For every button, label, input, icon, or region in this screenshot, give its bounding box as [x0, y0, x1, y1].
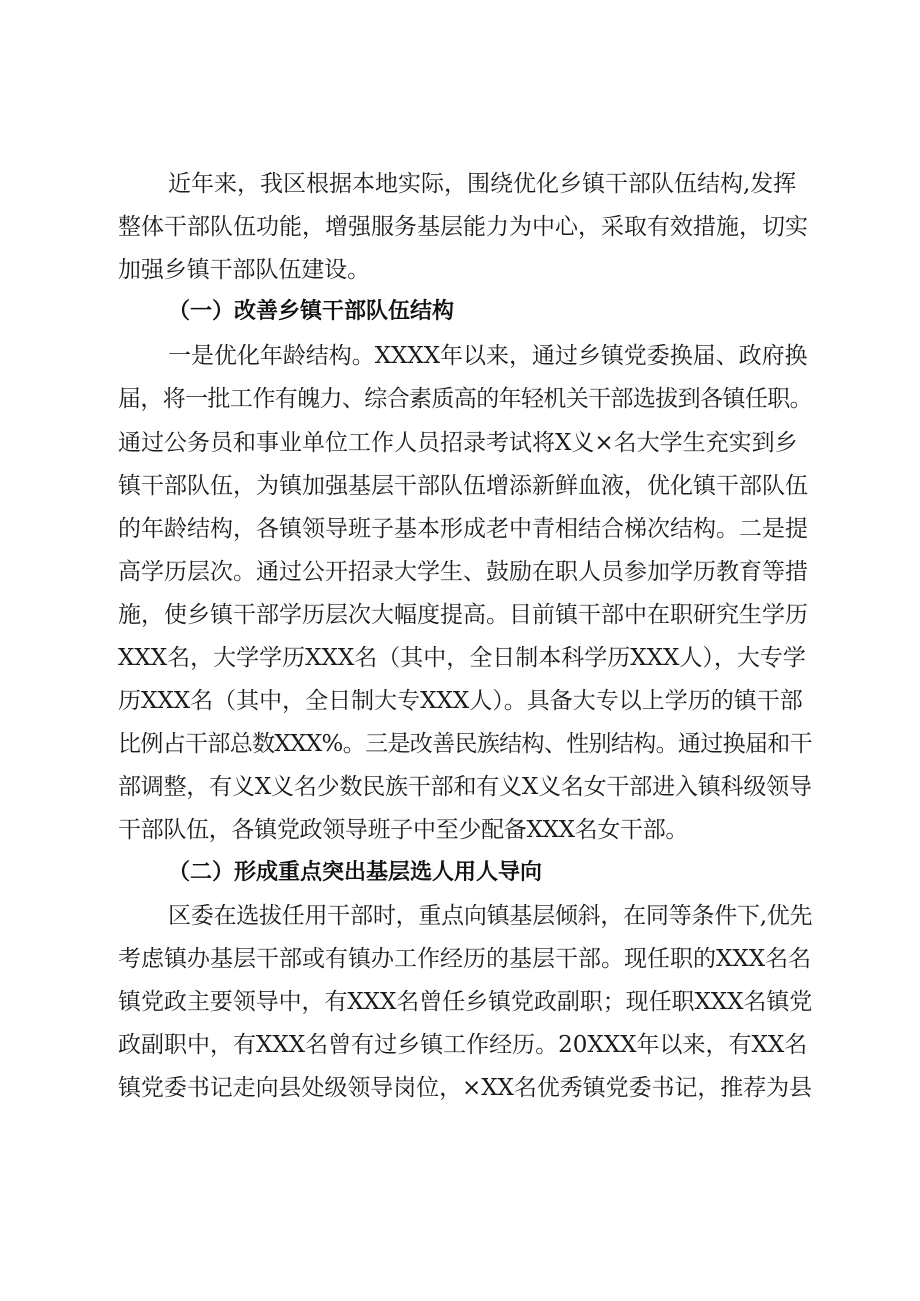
paragraph-line: 施，使乡镇干部学历层次大幅度提高。目前镇干部中在职研究生学历: [118, 602, 808, 628]
paragraph-line: 整体干部队伍功能，增强服务基层能力为中心，采取有效措施，切实: [118, 214, 808, 240]
paragraph-line: 比例占干部总数XXX%。三是改善民族结构、性别结构。通过换届和干: [118, 731, 812, 757]
paragraph-line: XXX名，大学学历XXX名（其中，全日制本科学历XXX人），大专学: [118, 645, 806, 671]
paragraph-line: 届，将一批工作有魄力、综合素质高的年轻机关干部选拔到各镇任职。: [118, 386, 812, 412]
paragraph-line: 高学历层次。通过公开招录大学生、鼓励在职人员参加学历教育等措: [118, 559, 808, 585]
paragraph-line: 镇党委书记走向县处级领导岗位，×XX名优秀镇党委书记，推荐为县: [118, 1075, 812, 1101]
paragraph-line: 镇干部队伍，为镇加强基层干部队伍增添新鲜血液，优化镇干部队伍: [118, 473, 808, 499]
paragraph-line: 部调整，有义X义名少数民族干部和有义X义名女干部进入镇科级领导: [118, 774, 812, 800]
paragraph-line: 镇党政主要领导中，有XXX名曾任乡镇党政副职；现任职XXX名镇党: [118, 989, 812, 1015]
paragraph-line: 政副职中，有XXX名曾有过乡镇工作经历。20XXX年以来，有XX名: [118, 1032, 808, 1058]
paragraph-line: 加强乡镇干部队伍建设。: [118, 257, 370, 283]
paragraph-line: 考虑镇办基层干部或有镇办工作经历的基层干部。现任职的XXX名名: [118, 946, 812, 972]
paragraph-line: 近年来，我区根据本地实际，围绕优化乡镇干部队伍结构,发挥: [168, 171, 797, 197]
paragraph-line: 区委在选拔任用干部时，重点向镇基层倾斜，在同等条件下,优先: [168, 903, 812, 929]
section-heading: （二）形成重点突出基层选人用人导向: [168, 860, 543, 885]
section-heading: （一）改善乡镇干部队伍结构: [168, 299, 455, 324]
paragraph-line: 历XXX名（其中，全日制大专XXX人）。具备大专以上学历的镇干部: [118, 688, 803, 714]
paragraph-line: 的年龄结构，各镇领导班子基本形成老中青相结合梯次结构。二是提: [118, 516, 808, 542]
paragraph-line: 通过公务员和事业单位工作人员招录考试将X义×名大学生充实到乡: [118, 430, 798, 456]
paragraph-line: 干部队伍，各镇党政领导班子中至少配备XXX名女干部。: [118, 817, 688, 843]
paragraph-line: 一是优化年龄结构。XXXX年以来，通过乡镇党委换届、政府换: [168, 343, 808, 369]
